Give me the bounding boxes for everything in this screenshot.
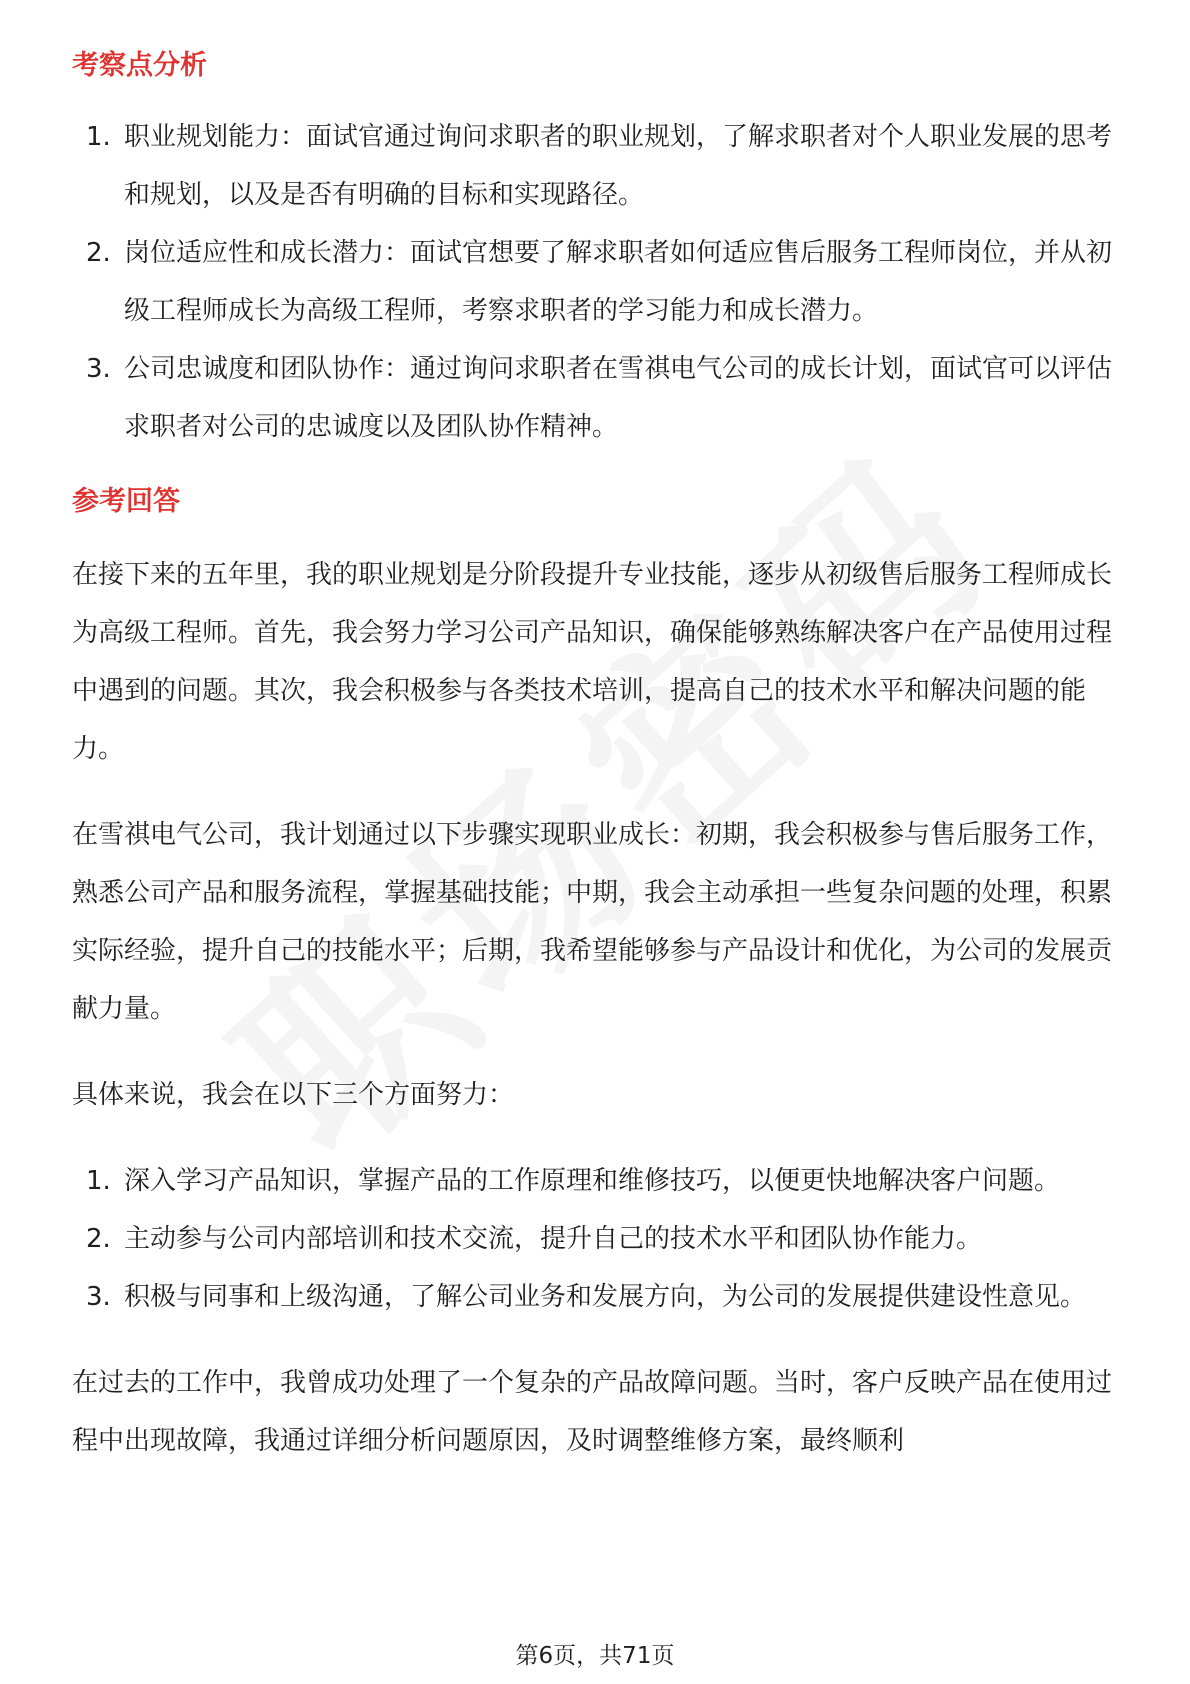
list-item [72, 1152, 1118, 1210]
list-number: 1. [86, 1166, 111, 1196]
list-item-text: 积极与同事和上级沟通，了解公司业务和发展方向，为公司的发展提供建设性意见。 [124, 1282, 1087, 1312]
list-item [72, 1210, 1118, 1268]
list-number: 2. [86, 238, 111, 268]
page-content [72, 46, 1118, 1470]
list-number: 2. [86, 1224, 111, 1254]
answer-paragraph: 在过去的工作中，我曾成功处理了一个复杂的产品故障问题。当时，客户反映产品在使用过程中出现故障，我通过详细分析问题原因，及时调整维修方案，最终顺利 [72, 1368, 1113, 1456]
list-item [72, 1268, 1118, 1326]
page-footer: 第6页，共71页 [515, 1643, 675, 1669]
list-item-text: 岗位适应性和成长潜力：面试官想要了解求职者如何适应售后服务工程师岗位，并从初级工程师成长为高级工程师，考察求职者的学习能力和成长潜力。 [124, 238, 1113, 326]
answer-paragraph: 在接下来的五年里，我的职业规划是分阶段提升专业技能，逐步从初级售后服务工程师成长为高级工程师。首先，我会努力学习公司产品知识，确保能够熟练解决客户在产品使用过程中遇到的问题。其次，我会积极参与各类技术培训，提高自己的技术水平和解决问题的能力。 [72, 560, 1113, 764]
list-item [72, 224, 1118, 340]
section-heading-analysis: 考察点分析 [72, 50, 207, 81]
list-number: 3. [86, 354, 111, 384]
answer-paragraph: 在雪祺电气公司，我计划通过以下步骤实现职业成长：初期，我会积极参与售后服务工作，熟悉公司产品和服务流程，掌握基础技能；中期，我会主动承担一些复杂问题的处理，积累实际经验，提升自己的技能水平；后期，我希望能够参与产品设计和优化，为公司的发展贡献力量。 [72, 820, 1113, 1024]
effort-list [72, 1152, 1118, 1326]
list-item-text: 公司忠诚度和团队协作：通过询问求职者在雪祺电气公司的成长计划，面试官可以评估求职者对公司的忠诚度以及团队协作精神。 [124, 354, 1113, 442]
analysis-list [72, 108, 1118, 456]
answer-paragraph: 具体来说，我会在以下三个方面努力： [72, 1080, 515, 1110]
list-number: 1. [86, 122, 111, 152]
list-item-text: 深入学习产品知识，掌握产品的工作原理和维修技巧，以便更快地解决客户问题。 [124, 1166, 1061, 1196]
list-item-text: 职业规划能力：面试官通过询问求职者的职业规划，了解求职者对个人职业发展的思考和规划，以及是否有明确的目标和实现路径。 [124, 122, 1113, 210]
list-number: 3. [86, 1282, 111, 1312]
section-heading-answer: 参考回答 [72, 486, 180, 517]
list-item [72, 340, 1118, 456]
list-item [72, 108, 1118, 224]
list-item-text: 主动参与公司内部培训和技术交流，提升自己的技术水平和团队协作能力。 [124, 1224, 983, 1254]
